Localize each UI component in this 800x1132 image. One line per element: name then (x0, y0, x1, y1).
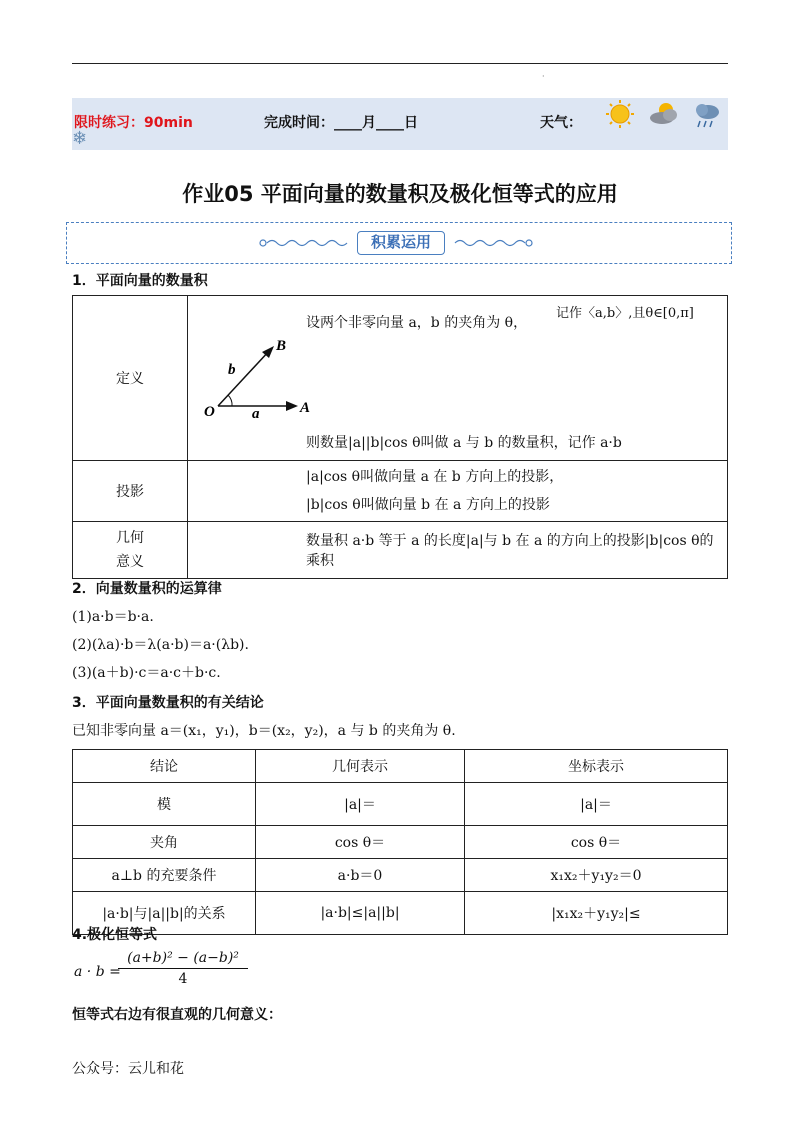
table-cell: x₁x₂＋y₁y₂＝0 (465, 859, 728, 892)
table-cell: a⊥b 的充要条件 (73, 859, 256, 892)
table-cell: a·b＝0 (256, 859, 465, 892)
section2-heading: 2．向量数量积的运算律 (72, 581, 222, 597)
point-A-label: A (300, 400, 311, 416)
section3-intro: 已知非零向量 a＝(x₁，y₁)，b＝(x₂，y₂)，a 与 b 的夹角为 θ. (72, 723, 456, 739)
section1-heading: 1．平面向量的数量积 (72, 273, 208, 289)
table-cell: cos θ＝ (256, 826, 465, 859)
law-2: (2)(λa)·b＝λ(a·b)＝a·(λb). (72, 637, 249, 653)
sun-icon (606, 100, 634, 128)
table-cell: |a|＝ (256, 783, 465, 826)
table-cell: |a|＝ (465, 783, 728, 826)
table-row (73, 783, 728, 826)
top-rule (72, 63, 728, 64)
vector-a-label: a (252, 406, 260, 422)
vector-b-label: b (228, 362, 236, 378)
section3-heading: 3．平面向量数量积的有关结论 (72, 695, 264, 711)
row-label: 投影 (73, 461, 188, 522)
table-cell: |x₁x₂＋y₁y₂|≤ (465, 892, 728, 935)
projection-line-2: |b|cos θ叫做向量 b 在 a 方向上的投影 (306, 497, 550, 513)
table-cell: 夹角 (73, 826, 256, 859)
rain-icon (696, 104, 719, 127)
definition-cell (188, 296, 728, 461)
table-row (73, 522, 728, 579)
dot-mark: · (542, 72, 545, 81)
snowflake-icon: ❄ (72, 128, 88, 149)
definition-conclusion: 则数量|a||b|cos θ叫做 a 与 b 的数量积，记作 a·b (306, 435, 622, 451)
formula-numerator: (a+b)² − (a−b)² (118, 950, 248, 969)
table-row (73, 859, 728, 892)
column-header: 坐标表示 (465, 750, 728, 783)
table-row (73, 892, 728, 935)
time-limit-label: 限时练习：90min (74, 115, 193, 131)
column-header: 几何表示 (256, 750, 465, 783)
geometric-note: 恒等式右边有很直观的几何意义： (72, 1007, 282, 1023)
formula-denominator: 4 (178, 971, 188, 987)
row-label (73, 522, 188, 579)
page-title: 作业05 平面向量的数量积及极化恒等式的应用 (182, 182, 618, 206)
vector-angle-figure (192, 336, 352, 426)
table-row (73, 296, 728, 461)
row-label-line-1: 几何 (116, 530, 144, 546)
table-cell: 模 (73, 783, 256, 826)
header-band (72, 98, 728, 150)
section4-heading: 4.极化恒等式 (72, 927, 158, 943)
banner-label: 积累运用 (357, 231, 445, 255)
cloudy-icon (650, 103, 677, 124)
projection-cell (188, 461, 728, 522)
footer-note: 公众号：云儿和花 (72, 1061, 184, 1077)
table-row (73, 826, 728, 859)
formula-lhs: a · b = (74, 964, 121, 980)
completion-time-label: 完成时间：____月____日 (264, 115, 418, 131)
table-row (73, 461, 728, 522)
conclusion-table (72, 749, 728, 935)
row-label: 定义 (73, 296, 188, 461)
point-O-label: O (204, 404, 215, 420)
projection-line-1: |a|cos θ叫做向量 a 在 b 方向上的投影， (306, 469, 564, 485)
weather-label: 天气： (540, 115, 582, 131)
table-header-row (73, 750, 728, 783)
dot-product-table (72, 295, 728, 579)
column-header: 结论 (73, 750, 256, 783)
point-B-label: B (276, 338, 287, 354)
law-3: (3)(a＋b)·c＝a·c＋b·c. (72, 665, 221, 681)
law-1: (1)a·b＝b·a. (72, 609, 154, 625)
table-cell: |a·b|≤|a||b| (256, 892, 465, 935)
section-banner (66, 222, 732, 264)
definition-note: 记作〈a,b〉,且θ∈[0,π] (556, 306, 694, 321)
row-label-line-2: 意义 (116, 554, 144, 570)
geometric-meaning-cell: 数量积 a·b 等于 a 的长度|a|与 b 在 a 的方向上的投影|b|cos θ的乘积 (188, 522, 728, 579)
table-cell: cos θ＝ (465, 826, 728, 859)
weather-icons (600, 100, 730, 140)
table-cell: |a·b|与|a||b|的关系 (73, 892, 256, 935)
definition-intro: 设两个非零向量 a，b 的夹角为 θ， (306, 315, 528, 331)
